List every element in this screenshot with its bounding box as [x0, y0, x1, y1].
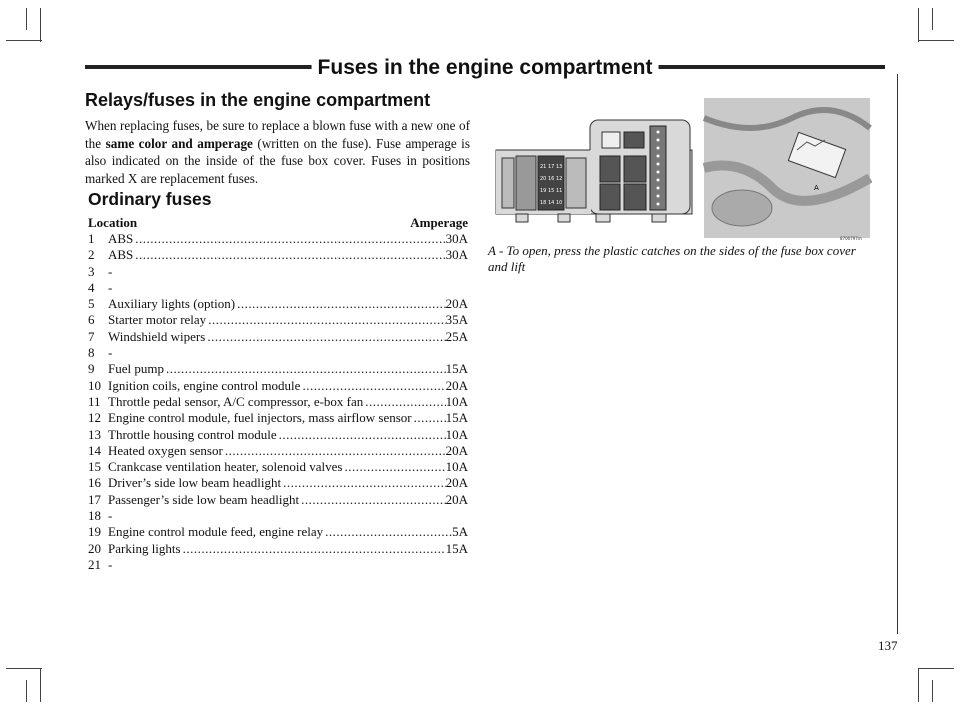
fuse-amperage: 20A [445, 475, 468, 491]
fuse-row [88, 264, 468, 280]
fuse-position: 14 [88, 442, 101, 458]
fuse-description: ABS [108, 247, 134, 263]
fuse-row [88, 378, 468, 394]
fuse-position: 18 [88, 508, 101, 524]
fuse-amperage: 15A [445, 410, 468, 426]
fuse-description: - [108, 508, 113, 524]
fuse-box-figure [492, 98, 872, 243]
crop-mark [6, 40, 42, 41]
dot-leader [205, 329, 445, 345]
fuse-row [88, 475, 468, 491]
fuse-amperage: 10A [445, 426, 468, 442]
fuse-description: Auxiliary lights (option) [108, 296, 236, 312]
dot-leader [323, 524, 452, 540]
page-number: 137 [878, 638, 898, 653]
fuse-amperage: 30A [445, 247, 468, 263]
fuse-row [88, 492, 468, 508]
fuse-position: 2 [88, 247, 95, 263]
fuse-description: - [108, 345, 113, 361]
crop-mark [6, 668, 42, 669]
dot-leader [223, 443, 446, 459]
fuse-label: 21 [540, 164, 547, 170]
fuse-row [88, 247, 468, 263]
fuse-row [88, 459, 468, 475]
fuse-row [88, 524, 468, 540]
ordinary-fuses-heading: Ordinary fuses [88, 189, 212, 209]
margin-rule [897, 74, 898, 634]
fuse-description: Windshield wipers [108, 328, 206, 344]
fuse-description: ABS [108, 231, 134, 246]
fuse-label: 14 [548, 200, 555, 206]
fuse-row [88, 361, 468, 377]
dot-leader [235, 296, 446, 312]
dot-leader [299, 492, 446, 508]
fuse-description: Engine control module, fuel injectors, mass airflow sensor [108, 410, 412, 426]
fuse-row [88, 394, 468, 410]
dot-leader [181, 541, 446, 557]
dot-leader [277, 427, 446, 443]
dot-leader [281, 475, 446, 491]
fuse-position: 19 [88, 524, 101, 540]
crop-mark [40, 8, 41, 42]
crop-mark [918, 8, 919, 42]
fuse-label: 19 [540, 188, 547, 194]
dot-leader [363, 394, 445, 410]
fuse-description: Driver’s side low beam headlight [108, 475, 282, 491]
crop-mark [40, 668, 41, 702]
fuse-description: Heated oxygen sensor [108, 442, 223, 458]
fuse-description: Starter motor relay [108, 312, 207, 328]
fuse-row [88, 296, 468, 312]
fuse-label: 16 [548, 176, 555, 182]
dot-leader [133, 247, 445, 263]
fuse-label: 17 [548, 164, 555, 170]
fuse-amperage: 20A [445, 491, 468, 507]
fuse-label: 13 [556, 164, 563, 170]
crop-mark [918, 668, 954, 669]
fuse-row [88, 508, 468, 524]
fuse-description: - [108, 279, 113, 295]
fuse-description: Throttle housing control module [108, 426, 277, 442]
fuse-position: 15 [88, 459, 101, 475]
fuse-position: 11 [88, 393, 101, 409]
dot-leader [342, 459, 445, 475]
crop-mark [26, 8, 27, 30]
fuse-position: 1 [88, 231, 95, 246]
callout-label: A [814, 184, 819, 192]
fuse-row [88, 312, 468, 328]
fuse-label: 11 [556, 188, 563, 194]
fuse-description: Crankcase ventilation heater, solenoid valves [108, 459, 343, 475]
crop-mark [918, 668, 919, 702]
page-header [85, 56, 885, 84]
section-heading: Relays/fuses in the engine compartment [85, 90, 431, 110]
fuse-amperage: 15A [445, 361, 468, 377]
fuse-table [88, 215, 468, 573]
fuse-amperage: 10A [445, 393, 468, 409]
fuse-position: 17 [88, 491, 101, 507]
intro-paragraph: When replacing fuses, be sure to replace a blown fuse with a new one of the same color and amperage (written on the fuse). Fuse amperage is also indicated on the inside of the fuse box cover. Fuses in positions marked X are replacement fuses. [85, 118, 470, 186]
fuse-position: 12 [88, 410, 101, 426]
fuse-row [88, 541, 468, 557]
fuse-position: 20 [88, 540, 101, 556]
figure-code: 8700797m [840, 236, 862, 241]
fuse-amperage: 20A [445, 296, 468, 312]
fuse-description: Ignition coils, engine control module [108, 377, 301, 393]
dot-leader [164, 361, 446, 377]
fuse-row [88, 280, 468, 296]
fuse-amperage: 15A [445, 540, 468, 556]
fuse-label: 20 [540, 176, 547, 182]
fuse-description: Passenger’s side low beam headlight [108, 491, 300, 507]
fuse-amperage: 30A [445, 231, 468, 246]
dot-leader [412, 410, 446, 426]
fuse-label: 18 [540, 200, 547, 206]
fuse-row [88, 427, 468, 443]
fuse-position: 6 [88, 312, 95, 328]
dot-leader [206, 312, 445, 328]
dot-leader [300, 378, 445, 394]
fuse-position: 8 [88, 345, 95, 361]
fuse-position: 5 [88, 296, 95, 312]
fuse-position: 4 [88, 279, 95, 295]
fuse-position: 16 [88, 475, 101, 491]
fuse-position: 3 [88, 263, 95, 279]
fuse-description: - [108, 556, 113, 572]
fuse-position: 13 [88, 426, 101, 442]
fuse-row [88, 345, 468, 361]
fuse-amperage: 25A [445, 328, 468, 344]
fuse-amperage: 20A [445, 442, 468, 458]
column-amperage: Amperage [410, 215, 468, 230]
fuse-description: Fuel pump [108, 361, 164, 377]
fuse-position: 9 [88, 361, 95, 377]
fuse-row [88, 329, 468, 345]
fuse-position: 7 [88, 328, 95, 344]
fuse-amperage: 5A [452, 524, 468, 540]
fuse-position: 21 [88, 556, 101, 572]
fuse-description: Throttle pedal sensor, A/C compressor, e-box fan [108, 393, 364, 409]
fuse-position: 10 [88, 377, 101, 393]
fuse-amperage: 10A [445, 459, 468, 475]
fuse-row [88, 410, 468, 426]
column-location: Location [88, 215, 138, 230]
fuse-amperage: 20A [445, 377, 468, 393]
fuse-description: - [108, 263, 113, 279]
page-title: Fuses in the engine compartment [312, 56, 659, 80]
fuse-row [88, 443, 468, 459]
fuse-amperage: 35A [445, 312, 468, 328]
figure-caption: A - To open, press the plastic catches on the sides of the fuse box cover and lift [488, 243, 856, 274]
fuse-label: 15 [548, 188, 555, 194]
intro-emphasis: same color and amperage [105, 135, 253, 151]
fuse-label: 12 [556, 176, 563, 182]
crop-mark [932, 680, 933, 702]
fuse-table-header [88, 215, 468, 231]
fuse-description: Parking lights [108, 540, 181, 556]
dot-leader [133, 231, 445, 247]
fuse-description: Engine control module feed, engine relay [108, 524, 324, 540]
crop-mark [26, 680, 27, 702]
engine-bay-photo [704, 98, 870, 241]
fuse-label: 10 [556, 200, 563, 206]
crop-mark [932, 8, 933, 30]
crop-mark [918, 40, 954, 41]
fuse-box-diagram [496, 120, 692, 222]
fuse-row [88, 231, 468, 247]
fuse-row [88, 557, 468, 573]
